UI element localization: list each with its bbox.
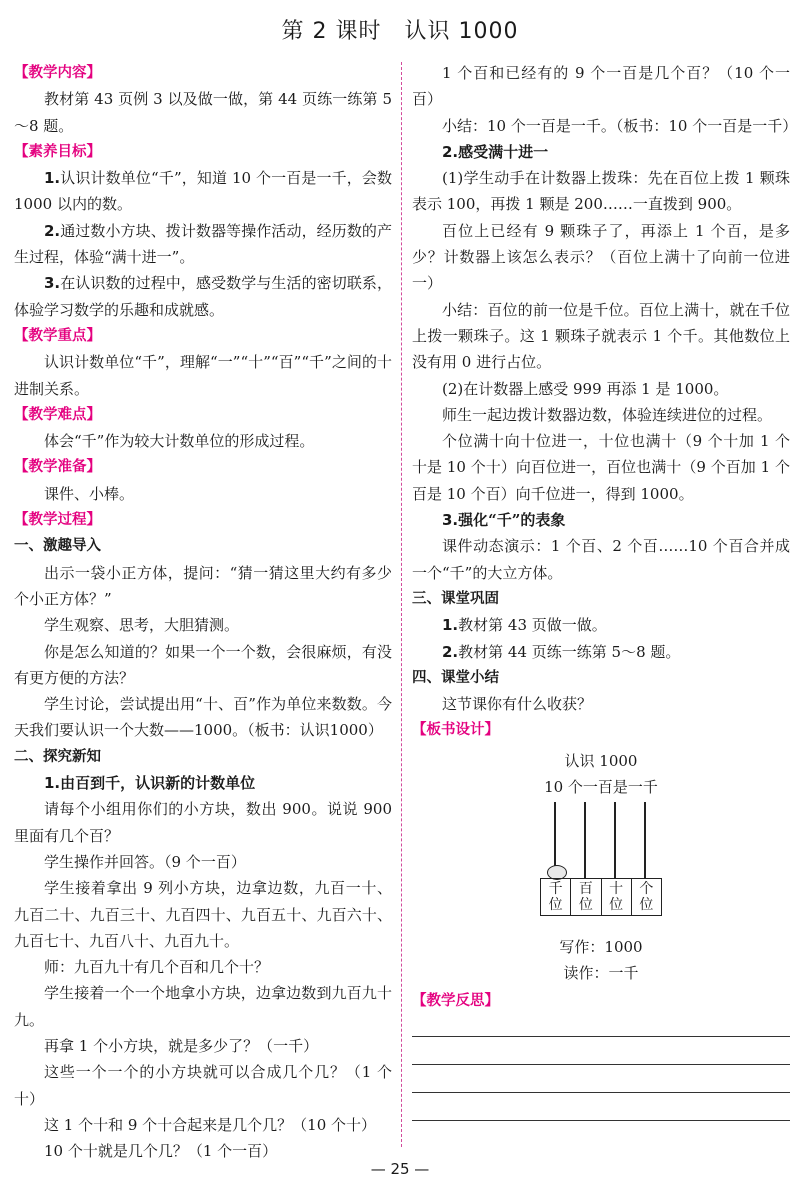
writing-line	[412, 1120, 790, 1121]
writing-line	[412, 1064, 790, 1065]
abacus-frame	[540, 878, 662, 916]
board-read: 读作：一千	[563, 963, 639, 982]
place-thousands: 千 位	[541, 879, 571, 915]
page-title: 第 2 课时 认识 1000	[281, 19, 519, 44]
paragraph: 10 个十就是几个几？（1 个一百）	[44, 1142, 278, 1161]
paragraph: 1 个百和已经有的 9 个一百是几个百？（10 个一百）	[412, 64, 790, 109]
list-item: 2.教材第 44 页练一练第 5～8 题。	[442, 642, 681, 661]
paragraph: 学生接着一个一个地拿小方块，边拿边数到九百九十九。	[14, 984, 392, 1029]
subheading: 1.由百到千，认识新的计数单位	[44, 774, 256, 793]
board-write: 写作：1000	[559, 937, 643, 956]
section-reflection: 【教学反思】	[412, 992, 499, 1009]
subheading: 3.强化“千”的表象	[442, 511, 566, 530]
paragraph: 你是怎么知道的？如果一个一个数，会很麻烦，有没有更方便的方法？	[14, 642, 392, 687]
goal-item: 3.在认识数的过程中，感受数学与生活的密切联系，体验学习数学的乐趣和成就感。	[14, 274, 392, 319]
heading-consolidate: 三、课堂巩固	[412, 590, 499, 607]
section-difficulties: 【教学难点】	[14, 406, 101, 423]
section-goals: 【素养目标】	[14, 143, 101, 160]
paragraph: 百位上已经有 9 颗珠子了，再添上 1 个百，是多少？计数器上该怎么表示？（百位上满十了向前一位进一）	[412, 221, 790, 293]
column-divider	[401, 62, 402, 1147]
list-item: 1.教材第 43 页做一做。	[442, 616, 607, 635]
page-number: — 25 —	[370, 1160, 430, 1178]
paragraph: 请每个小组用你们的小方块，数出 900。说说 900 里面有几个百？	[14, 800, 392, 845]
paragraph: 这节课你有什么收获？	[442, 695, 593, 714]
board-subtitle: 10 个一百是一千	[544, 777, 658, 796]
paragraph: 认识计数单位“千”，理解“一”“十”“百”“千”之间的十进制关系。	[14, 353, 392, 398]
paragraph: 这些一个一个的小方块就可以合成几个几？（1 个十）	[14, 1063, 392, 1108]
section-board-design: 【板书设计】	[412, 722, 499, 739]
paragraph: 这 1 个十和 9 个十合起来是几个几？（10 个十）	[44, 1115, 377, 1134]
place-hundreds: 百 位	[571, 879, 601, 915]
section-process: 【教学过程】	[14, 512, 101, 529]
board-design	[412, 744, 790, 988]
heading-summary: 四、课堂小结	[412, 669, 499, 686]
abacus-rod	[614, 802, 616, 878]
paragraph: 学生讨论，尝试提出用“十、百”作为单位来数数。今天我们要认识一个大数——1000。（板书：认识1000）	[14, 695, 392, 740]
section-teaching-content: 【教学内容】	[14, 65, 101, 81]
place-ones: 个 位	[639, 880, 654, 913]
paragraph: 体会“千”作为较大计数单位的形成过程。	[44, 432, 315, 451]
right-column	[412, 60, 798, 1124]
paragraph: (1)学生动手在计数器上拨珠：先在百位上拨 1 颗珠表示 100，再拨 1 颗是 200……一直拨到 900。	[412, 169, 790, 214]
paragraph: 学生操作并回答。（9 个一百）	[44, 852, 246, 871]
goal-item: 2.通过数小方块、拨计数器等操作活动，经历数的产生过程，体验“满十进一”。	[14, 221, 392, 267]
reflection-lines	[412, 1014, 790, 1124]
paragraph: 教材第 43 页例 3 以及做一做，第 44 页练一练第 5～8 题。	[14, 90, 392, 135]
left-column	[14, 60, 392, 1164]
writing-line	[412, 1092, 790, 1093]
paragraph: 师：九百九十有几个百和几个十？	[44, 958, 270, 977]
heading-explore: 二、探究新知	[14, 748, 101, 765]
paragraph: 小结：10 个一百是一千。（板书：10 个一百是一千）	[442, 116, 798, 135]
paragraph: 出示一袋小正方体，提问：“猜一猜这里大约有多少个小正方体？”	[14, 563, 392, 608]
writing-line	[412, 1036, 790, 1037]
subheading: 2.感受满十进一	[442, 142, 549, 161]
paragraph: 师生一起边拨计数器边数，体验连续进位的过程。	[442, 405, 773, 424]
paragraph: 小结：百位的前一位是千位。百位上满十，就在千位上拨一颗珠子。这 1 颗珠子就表示 1 个千。其他数位上没有用 0 进行占位。	[412, 300, 790, 372]
section-key-points: 【教学重点】	[14, 327, 101, 344]
goal-item: 1.认识计数单位“千”，知道 10 个一百是一千，会数 1000 以内的数。	[14, 169, 392, 214]
paragraph: 个位满十向十位进一，十位也满十（9 个十加 1 个十是 10 个十）向百位进一，百位也满十（9 个百加 1 个百是 10 个百）向千位进一，得到 1000。	[412, 432, 790, 503]
paragraph: 学生观察、思考，大胆猜测。	[44, 616, 240, 635]
board-title: 认识 1000	[564, 751, 638, 770]
abacus-rod	[644, 802, 646, 878]
place-tens: 十 位	[602, 879, 632, 915]
paragraph: 课件、小棒。	[44, 484, 135, 503]
heading-intro: 一、激趣导入	[14, 538, 101, 555]
section-preparation: 【教学准备】	[14, 459, 101, 476]
abacus-rod	[584, 802, 586, 878]
paragraph: (2)在计数器上感受 999 再添 1 是 1000。	[442, 379, 729, 398]
paragraph: 学生接着拿出 9 列小方块，边拿边数，九百一十、九百二十、九百三十、九百四十、九百五十、九百六十、九百七十、九百八十、九百九十。	[14, 879, 392, 950]
paragraph: 再拿 1 个小方块，就是多少了？（一千）	[44, 1036, 319, 1055]
abacus-diagram	[540, 802, 662, 922]
paragraph: 课件动态演示：1 个百、2 个百……10 个百合并成一个“千”的大立方体。	[412, 537, 790, 582]
